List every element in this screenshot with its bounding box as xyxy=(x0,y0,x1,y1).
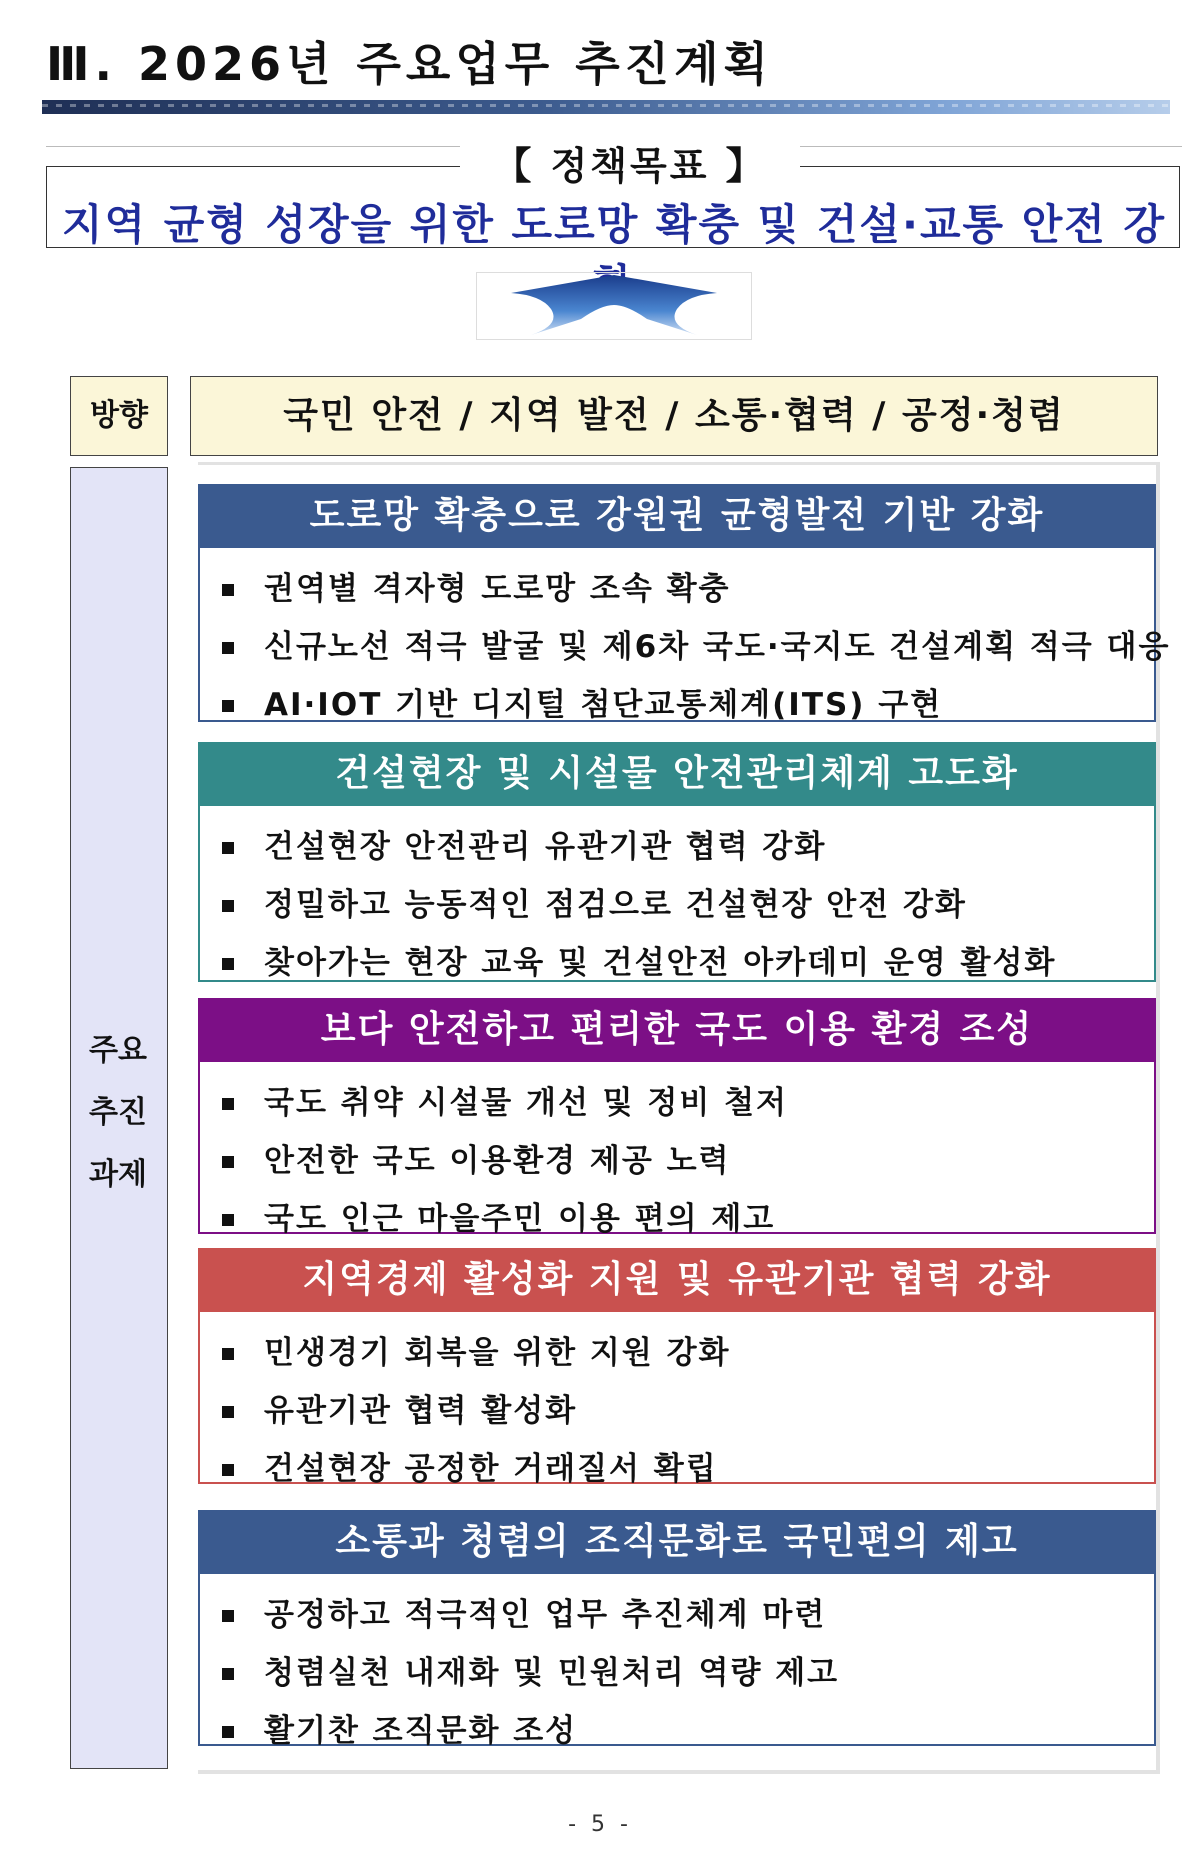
task-section xyxy=(198,742,1156,982)
page-number: - 5 - xyxy=(568,1812,632,1837)
task-item-text: 찾아가는 현장 교육 및 건설안전 아카데미 운영 활성화 xyxy=(264,945,1057,981)
task-item-text: 청렴실천 내재화 및 민원처리 역량 제고 xyxy=(264,1655,840,1691)
task-item-text: 국도 인근 마을주민 이용 편의 제고 xyxy=(264,1201,776,1237)
policy-goal-label: 【 정책목표 】 xyxy=(460,144,800,188)
task-item xyxy=(200,1644,1154,1702)
main-tasks-label-line: 추진 xyxy=(89,1095,147,1130)
up-arrow-icon xyxy=(477,273,751,339)
square-bullet-icon xyxy=(222,1406,234,1418)
task-item xyxy=(200,676,1154,734)
task-item xyxy=(200,1440,1154,1498)
square-bullet-icon xyxy=(222,1156,234,1168)
task-item xyxy=(200,1132,1154,1190)
task-section-title: 보다 안전하고 편리한 국도 이용 환경 조성 xyxy=(198,998,1156,1062)
task-section xyxy=(198,998,1156,1237)
task-item-text: 유관기관 협력 활성화 xyxy=(264,1393,578,1429)
task-item xyxy=(200,1702,1154,1760)
square-bullet-icon xyxy=(222,958,234,970)
task-item xyxy=(200,876,1154,934)
task-item-text: 건설현장 공정한 거래질서 확립 xyxy=(264,1451,718,1487)
up-arrow-graphic xyxy=(476,272,752,340)
task-section xyxy=(198,484,1171,723)
task-item xyxy=(200,1382,1154,1440)
square-bullet-icon xyxy=(222,1348,234,1360)
task-item-text: 공정하고 적극적인 업무 추진체계 마련 xyxy=(264,1597,827,1633)
title-underline-bar xyxy=(42,100,1170,114)
main-tasks-label-line: 주요 xyxy=(89,1033,147,1068)
square-bullet-icon xyxy=(222,1668,234,1680)
task-item-text: 민생경기 회복을 위한 지원 강화 xyxy=(264,1335,731,1371)
main-tasks-label xyxy=(70,1020,166,1206)
task-item-text: 건설현장 안전관리 유관기관 협력 강화 xyxy=(264,829,827,865)
task-section-title: 건설현장 및 시설물 안전관리체계 고도화 xyxy=(198,742,1156,806)
square-bullet-icon xyxy=(222,1098,234,1110)
page-title: Ⅲ. 2026년 주요업무 추진계획 xyxy=(46,37,773,91)
square-bullet-icon xyxy=(222,642,234,654)
task-item-text: 안전한 국도 이용환경 제공 노력 xyxy=(264,1143,731,1179)
square-bullet-icon xyxy=(222,1214,234,1226)
task-item-text: 국도 취약 시설물 개선 및 정비 철저 xyxy=(264,1085,788,1121)
direction-label: 방향 xyxy=(70,376,168,456)
task-section xyxy=(198,1510,1156,1749)
task-item xyxy=(200,818,1154,876)
task-item-text: 활기찬 조직문화 조성 xyxy=(264,1713,578,1749)
square-bullet-icon xyxy=(222,584,234,596)
task-item xyxy=(200,1586,1154,1644)
task-section-title: 도로망 확충으로 강원권 균형발전 기반 강화 xyxy=(198,484,1156,548)
square-bullet-icon xyxy=(222,1610,234,1622)
task-item-text: 신규노선 적극 발굴 및 제6차 국도·국지도 건설계획 적극 대응 xyxy=(264,629,1171,665)
task-item xyxy=(200,934,1154,992)
task-section xyxy=(198,1248,1156,1487)
task-item-text: 정밀하고 능동적인 점검으로 건설현장 안전 강화 xyxy=(264,887,967,923)
square-bullet-icon xyxy=(222,842,234,854)
task-section-title: 소통과 청렴의 조직문화로 국민편의 제고 xyxy=(198,1510,1156,1574)
task-item xyxy=(200,1190,1154,1248)
policy-goal-text: 지역 균형 성장을 위한 도로망 확충 및 건설·교통 안전 강 xyxy=(61,200,1167,249)
task-item xyxy=(200,618,1171,676)
task-item xyxy=(200,1074,1154,1132)
square-bullet-icon xyxy=(222,900,234,912)
square-bullet-icon xyxy=(222,1464,234,1476)
square-bullet-icon xyxy=(222,1726,234,1738)
task-section-title: 지역경제 활성화 지원 및 유관기관 협력 강화 xyxy=(198,1248,1156,1312)
square-bullet-icon xyxy=(222,700,234,712)
task-item-text: AI·IOT 기반 디지털 첨단교통체계(ITS) 구현 xyxy=(264,687,943,723)
task-item-text: 권역별 격자형 도로망 조속 확충 xyxy=(264,571,731,607)
task-item xyxy=(200,560,1154,618)
task-item xyxy=(200,1324,1154,1382)
main-tasks-label-line: 과제 xyxy=(89,1157,147,1192)
direction-text: 국민 안전 / 지역 발전 / 소통·협력 / 공정·청렴 xyxy=(190,376,1158,456)
